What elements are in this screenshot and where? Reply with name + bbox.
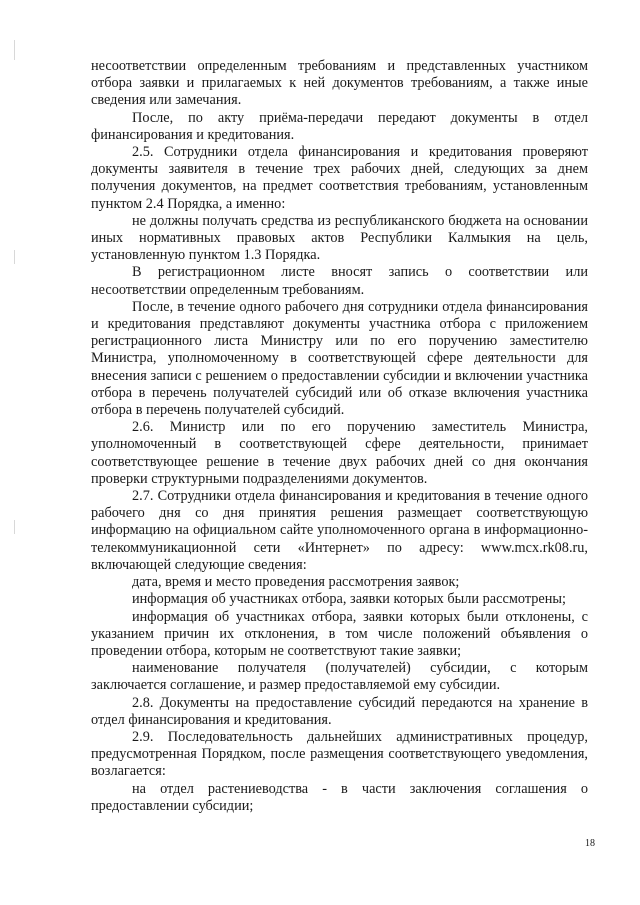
paragraph: дата, время и место проведения рассмотрения заявок; bbox=[132, 574, 460, 591]
paragraph: не должны получать средства из республиканского бюджета на основании иных нормативных правовых актов Республики Калмыкия на цель, установленную пунктом 1.3 Порядка. bbox=[91, 212, 588, 264]
page-number: 18 bbox=[585, 838, 595, 849]
paragraph: 2.9. Последовательность дальнейших административных процедур, предусмотренная Порядком, после размещения соответствующего уведомления, возлагается: bbox=[91, 728, 588, 780]
paragraph: информация об участниках отбора, заявки которых были рассмотрены; bbox=[132, 591, 566, 608]
paragraph: 2.8. Документы на предоставление субсидий передаются на хранение в отдел финансирования и кредитования. bbox=[91, 694, 588, 728]
scan-artifact bbox=[14, 520, 15, 534]
scan-artifact bbox=[14, 40, 15, 60]
paragraph: 2.6. Министр или по его поручению заместитель Министра, уполномоченный в соответствующей сфере деятельности, принимает соответствующее решение в течение двух рабочих дней со дня окончания проверки структурными подразделениями документов. bbox=[91, 419, 588, 487]
paragraph: на отдел растениеводства - в части заключения соглашения о предоставлении субсидии; bbox=[91, 780, 588, 814]
paragraph: информация об участниках отбора, заявки которых были отклонены, с указанием причин их отклонения, в том числе положений объявления о проведении отбора, которым не соответствуют такие заявки; bbox=[91, 608, 588, 659]
paragraph: 2.7. Сотрудники отдела финансирования и кредитования в течение одного рабочего дня со дня принятия решения размещает соответствующую информацию на официальном сайте уполномоченного органа в информационно-телекоммуникационной сети «Интернет» по адресу: www.mcx.rk08.ru, включающей следующие сведения: bbox=[91, 488, 588, 573]
document-body bbox=[91, 58, 588, 815]
paragraph: 2.5. Сотрудники отдела финансирования и кредитования проверяют документы заявителя в течение трех рабочих дней, следующих за днем получения документов, на предмет соответствия требованиям, установленным пунктом 2.4 Порядка, а именно: bbox=[91, 144, 588, 212]
paragraph: После, по акту приёма-передачи передают документы в отдел финансирования и кредитования. bbox=[91, 109, 588, 143]
paragraph: В регистрационном листе вносят запись о соответствии или несоответствии определенным требованиям. bbox=[91, 264, 588, 298]
paragraph: несоответствии определенным требованиям и представленных участником отбора заявки и прилагаемых к ней документов требованиям, а также иные сведения или замечания. bbox=[91, 58, 588, 109]
paragraph: После, в течение одного рабочего дня сотрудники отдела финансирования и кредитования представляют документы участника отбора с приложением регистрационного листа Министру или по его поручению заместителю Министра, уполномоченному в соответствующей сфере деятельности для внесения записи с решением о предоставлении субсидии и включении участника отбора в перечень получателей субсидий или об отказе включения участника отбора в перечень получателей субсидий. bbox=[91, 298, 588, 419]
paragraph: наименование получателя (получателей) субсидии, с которым заключается соглашение, и размер предоставляемой ему субсидии. bbox=[91, 660, 588, 694]
scan-artifact bbox=[14, 250, 15, 264]
